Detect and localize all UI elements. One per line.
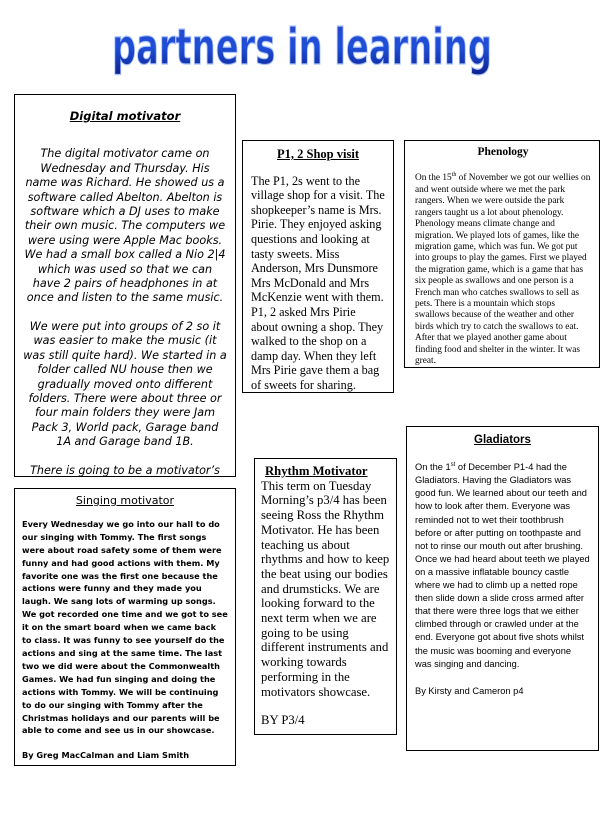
gladiators-body: On the 1st of December P1-4 had the Gladiators. Having the Gladiators was good fun. We learned about our teeth and how to look after them. Everyone was reminded not to wet their toothbrush before or after putting on toothpaste and not to rinse our mouth out after brushing. Once we had heard about teeth we played on a massive inflatable bouncy castle where we had to climb up a netted rope then slide down a slide cross armed after that there were three logs that we either climbed through or crawled under at the end. Everyone got about five shots whilst the music was booming and everyone was singing and dancing. [415,462,590,669]
digital-motivator-paragraph-3: There is going to be a motivator’s [30,463,220,477]
rhythm-motivator-body: This term on Tuesday Morning’s p3/4 has been seeing Ross the Rhythm Motivator. He has been teaching us about rhythms and how to keep the beat using our bodies and drumsticks. We are looking forward to the next term when we are going to be using different instruments and working towards performing in the motivators showcase. [261,478,390,699]
shop-visit-heading: P1, 2 Shop visit [277,147,359,161]
gladiators-byline: By Kirsty and Cameron p4 [415,685,524,696]
singing-motivator-body: Every Wednesday we go into our hall to do our singing with Tommy. The first songs were about road safety some of them were funny and had good actions with them. My favorite one was the first one because the actions were funny and they made you laugh. We sang lots of warming up songs. We got recorded one time and we got to see it on the smart board when we came back to class. It was funny to see yourself do the actions and sing at the same time. The last two we did were about the Commonwealth Games. We had fun singing and doing the actions with Tommy. We will be continuing to do our singing with Tommy after the Christmas holidays and our parents will be able to come and see us in our showcase. [22,518,228,736]
digital-motivator-box [14,94,236,477]
digital-motivator-paragraph-1: The digital motivator came on Wednesday and Thursday. His name was Richard. He showed us a software called Abelton. Abelton is software which a DJ uses to make their own music. The computers we were using were Apple Mac books. We had a small box called a Nio 2|4 which was used so that we can have 2 pairs of headphones in at once and listen to the same music. [24,147,226,305]
phenology-heading: Phenology [477,146,529,158]
rhythm-motivator-byline: BY P3/4 [261,713,305,728]
banner-title: partners in learning [112,18,492,76]
shop-visit-body: The P1, 2s went to the village shop for a visit. The shopkeeper’s name is Mrs. Pirie. They enjoyed asking questions and looking at tasty sweets. Miss Anderson, Mrs Dunsmore Mrs McDonald and Mrs McKenzie went with them. P1, 2 asked Mrs Pirie about owning a shop. They walked to the shop on a damp day. When they left Mrs Pirie gave them a bag of sweets for sharing. [251,173,385,392]
phenology-box [404,140,600,368]
singing-motivator-heading: Singing motivator [75,494,175,507]
singing-motivator-box [14,488,236,766]
shop-visit-byline [251,393,385,394]
singing-motivator-byline: By Greg MacCalman and Liam Smith [22,750,190,761]
page-banner [110,14,495,78]
shop-visit-box [242,140,394,393]
digital-motivator-heading: Digital motivator [69,109,181,123]
phenology-body: On the 15th of November we got our wellies on and went outside where we met the park rangers. When we were outside the park rangers taught us a lot about phenology. Phenology means climate change and migration. We played lots of games, like the migration game, which was fun. We got put into groups to play the games. First we played the migration game, which is a game that has six people as swallows and one person is a French man who catches swallows to sell as pets. There is a mountain which stops swallows because of the weather and other birds which try to catch the swallows to eat. After that we played another game about finding food and shelter in the winter. It was great. [415,172,591,366]
rhythm-motivator-heading: Rhythm Motivator [265,464,368,478]
gladiators-heading: Gladiators [474,434,531,446]
digital-motivator-paragraph-2: We were put into groups of 2 so it was easier to make the music (it was still quite hard). We started in a folder called NU house then we gradually moved onto different folders. There were about three or four main folders they were Jam Pack 3, World pack, Garage band 1A and Garage band 1B. [23,319,227,449]
gladiators-box [406,426,599,751]
rhythm-motivator-box [254,458,397,735]
phenology-byline [415,367,591,368]
